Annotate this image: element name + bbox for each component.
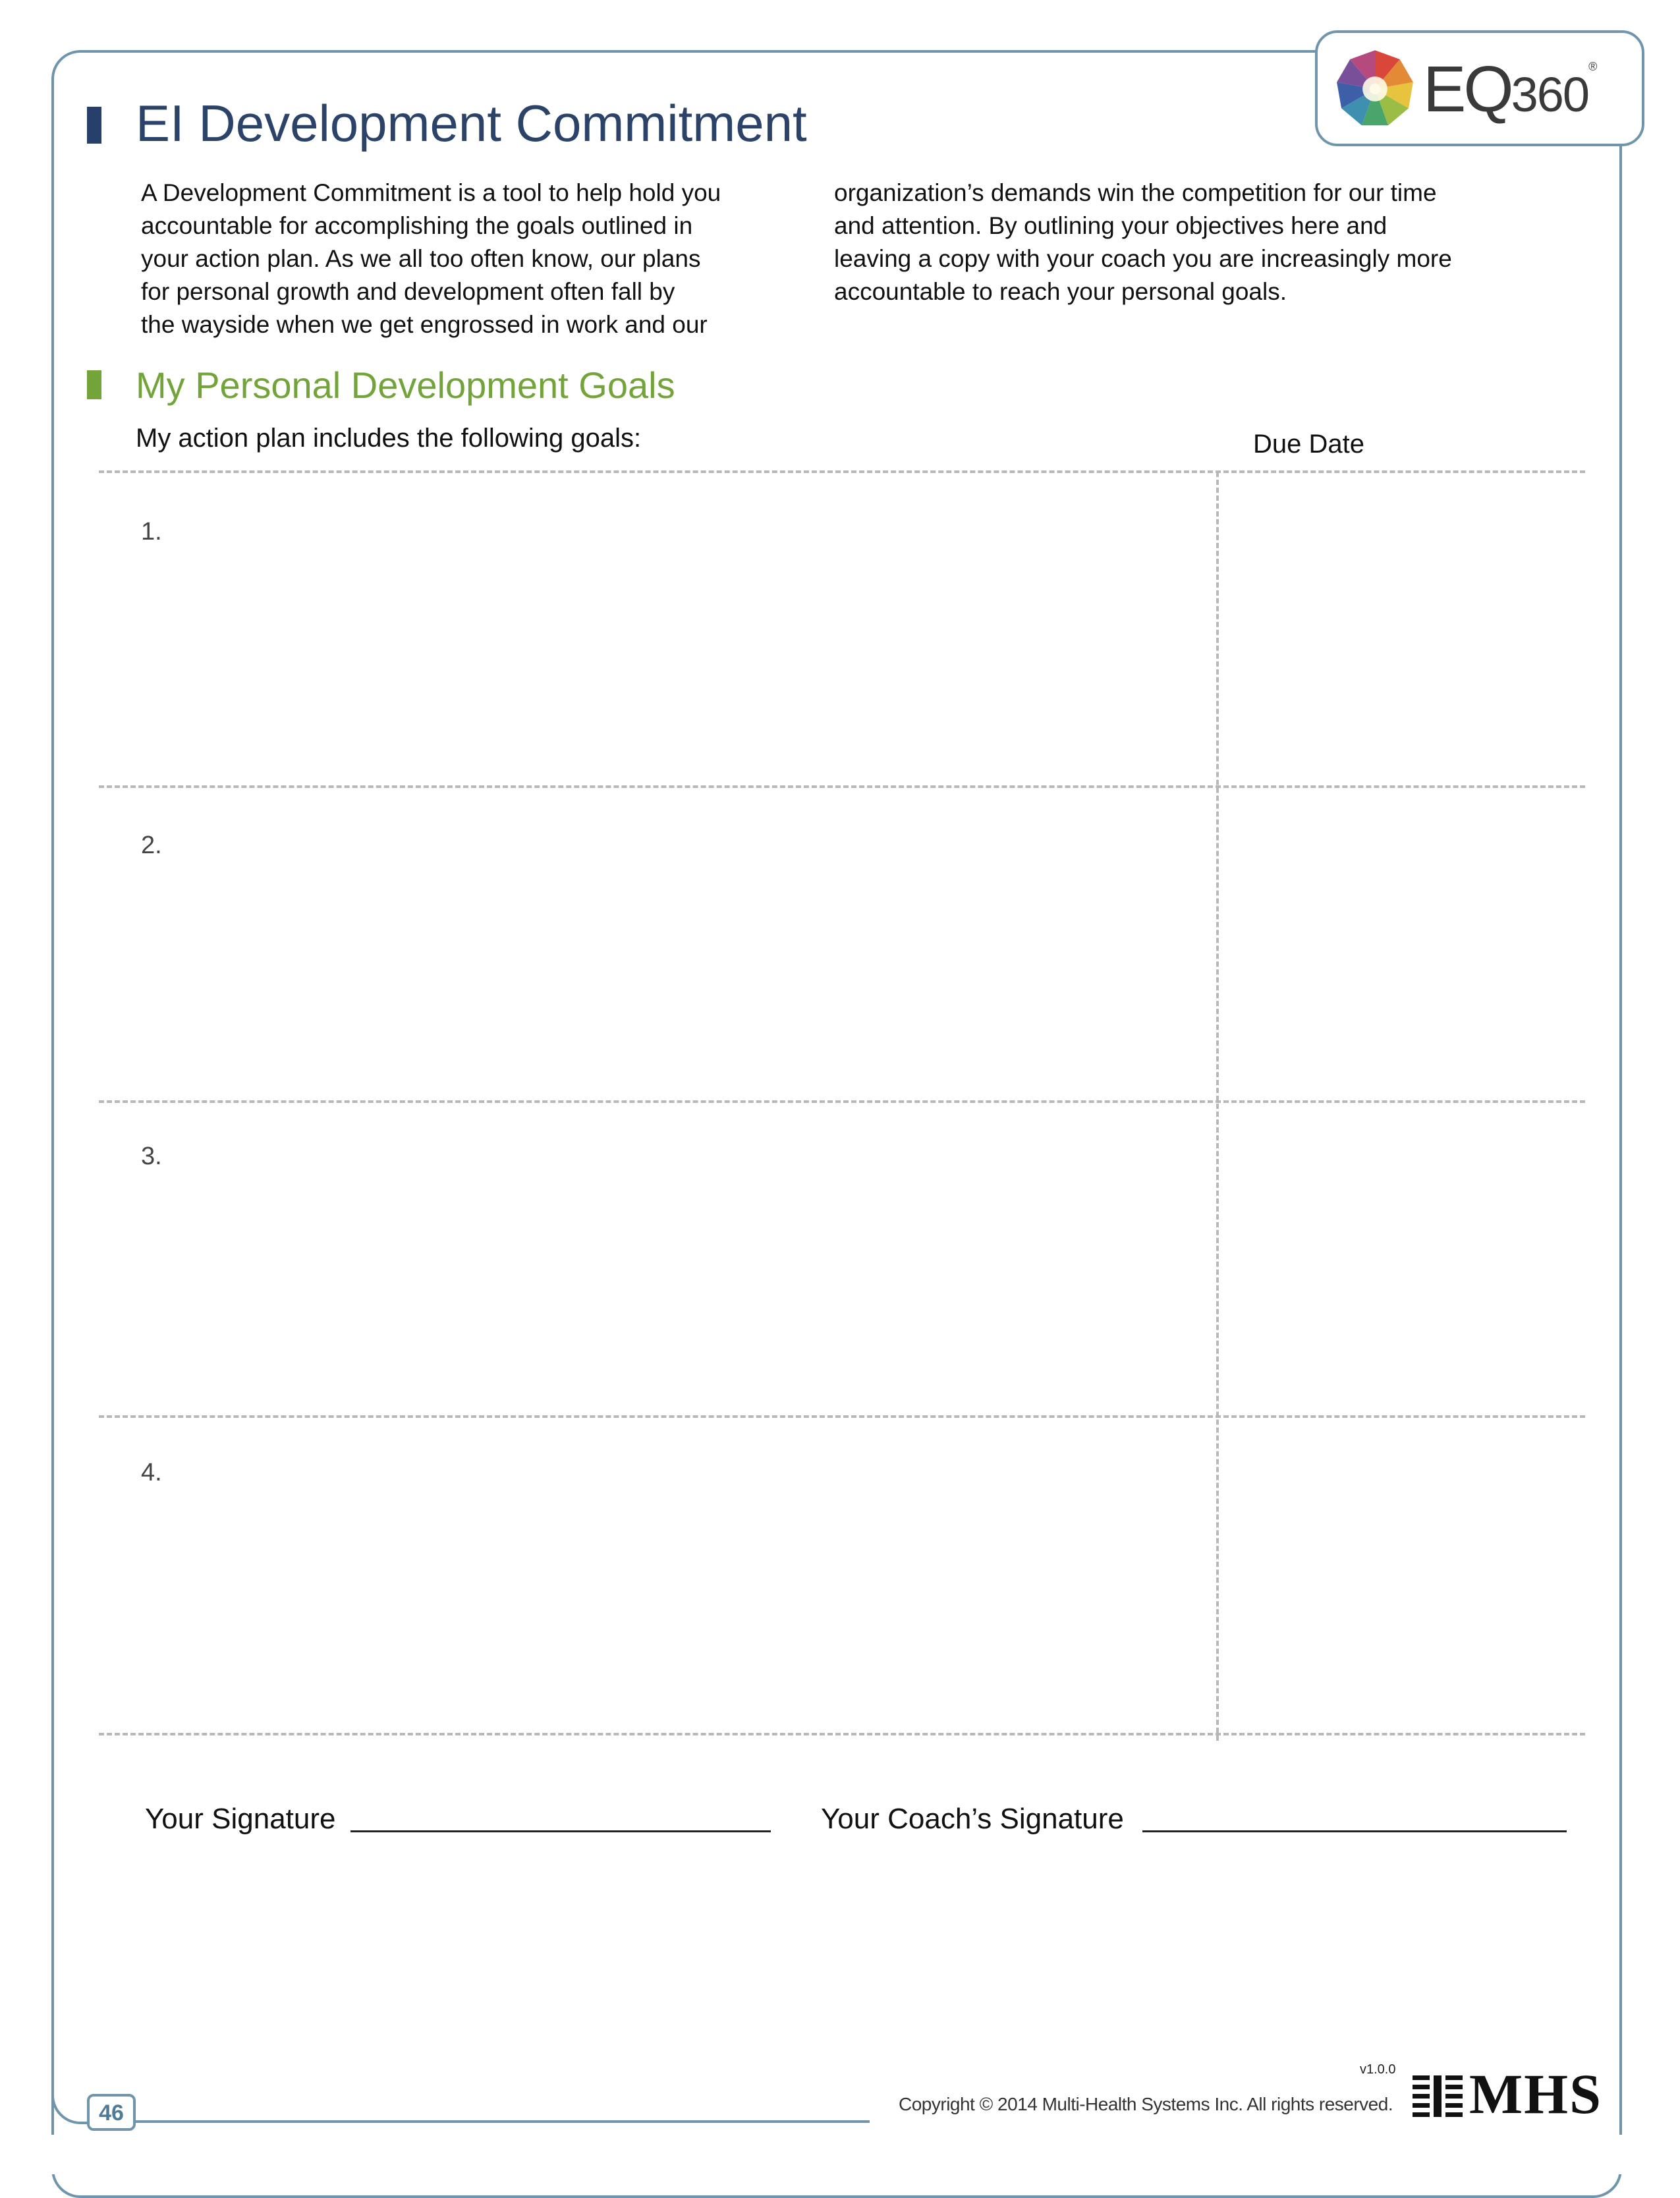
wheel-center (1362, 76, 1387, 101)
page-title: EI Development Commitment (136, 94, 807, 152)
goals-label: My action plan includes the following goals: (136, 424, 642, 453)
goal-number: 4. (141, 1459, 162, 1486)
version-label: v1.0.0 (1360, 2062, 1396, 2077)
your-signature-line[interactable] (350, 1830, 771, 1832)
coach-signature-line[interactable] (1142, 1830, 1567, 1832)
mhs-wordmark: MHS (1469, 2062, 1602, 2126)
intro-right-column: organization’s demands win the competition for our time and attention. By outlining your objectives here and leaving a copy with your coach you are increasingly more accountable to reach your personal goals. (834, 179, 1452, 305)
frame-mask (0, 2135, 1680, 2174)
logo-wordmark (1423, 53, 1595, 125)
page-number: 46 (87, 2094, 136, 2131)
goal-number: 3. (141, 1142, 162, 1170)
goals-divider (99, 785, 1585, 788)
goal-number: 2. (141, 831, 162, 859)
your-signature-label: Your Signature (145, 1803, 336, 1835)
goals-divider-top (99, 470, 1585, 473)
frame-right-edge (1619, 145, 1622, 2056)
mhs-mark-icon (1410, 2066, 1465, 2122)
due-date-column-divider (1216, 472, 1219, 1741)
footer-rule (132, 2120, 870, 2123)
title-marker (87, 107, 101, 144)
due-date-label: Due Date (1253, 430, 1364, 459)
logo-number: 360 (1511, 67, 1589, 122)
copyright-notice: Copyright © 2014 Multi-Health Systems Inc. All rights reserved. (899, 2094, 1393, 2114)
intro-left-column: A Development Commitment is a tool to help hold you accountable for accomplishing the goals outlined in your action plan. As we all too often know, our plans for personal growth and development often fall by the wayside when we get engrossed in work and our (141, 179, 721, 338)
section-heading: My Personal Development Goals (136, 364, 675, 406)
goals-divider-bottom (99, 1733, 1585, 1735)
coach-signature-label: Your Coach’s Signature (821, 1803, 1124, 1835)
mhs-logo (1410, 2062, 1627, 2126)
goals-divider (99, 1100, 1585, 1103)
logo-brand: EQ (1423, 53, 1511, 125)
eq360-logo (1315, 30, 1644, 146)
color-wheel-icon (1333, 47, 1416, 130)
logo-registered: ® (1588, 60, 1595, 73)
goal-number: 1. (141, 518, 162, 546)
subhead-marker (87, 370, 101, 399)
goals-divider (99, 1415, 1585, 1418)
